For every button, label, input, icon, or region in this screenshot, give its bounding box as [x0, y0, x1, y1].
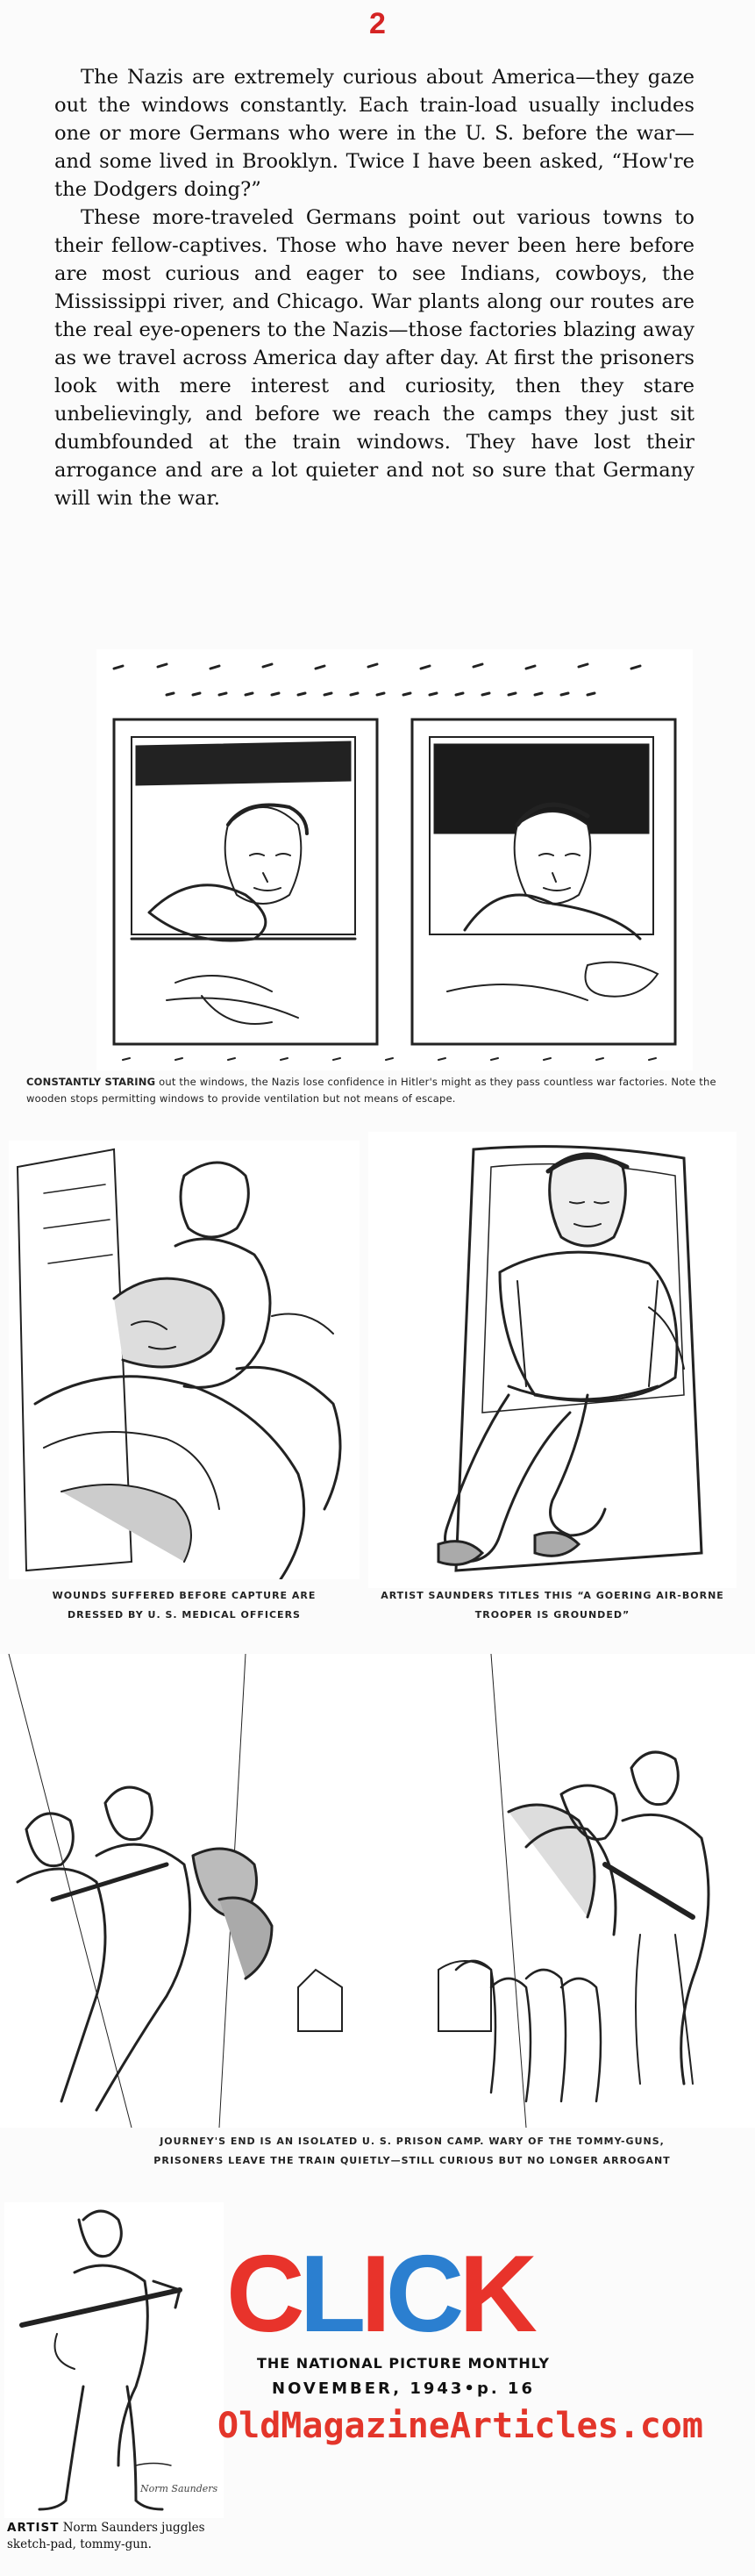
artist-caption — [7, 2520, 235, 2553]
artist-signature: Norm Saunders — [140, 2483, 218, 2494]
logo-letter: L — [299, 2234, 361, 2355]
windows-caption — [26, 1074, 719, 1107]
wounds-caption — [9, 1586, 360, 1625]
issue-date: NOVEMBER, 1943•p. 16 — [272, 2379, 535, 2398]
trooper-caption-line-2: TROOPER IS GROUNDED” — [474, 1609, 630, 1621]
artist-caption-text: Norm Saunders juggles sketch-pad, tommy-gun. — [7, 2521, 205, 2551]
artist-sketch — [4, 2202, 224, 2518]
windows-caption-text: out the windows, the Nazis lose confidence in Hitler's might as they pass countless war factories. Note the wooden stops permitting windows to provide ventilation but not means of escape. — [26, 1076, 716, 1105]
click-wordmark — [226, 2234, 532, 2355]
click-logo — [226, 2234, 559, 2355]
paragraph-2: These more-traveled Germans point out various towns to their fellow-captives. Those who have never been here before are most curious and eager to see Indians, cowboys, the Mississippi river, and Chicago. War plants along our routes are the real eye-openers to the Nazis—those factories blazing away as we travel across America day after day. At first the prisoners look with mere interest and curiosity, then they stare unbelievingly, and before we reach the camps they just sit dumbfounded at the train windows. They have lost their arrogance and are a lot quieter and not so sure that Germany will win the war. — [54, 206, 694, 510]
journey-caption-line-2: PRISONERS LEAVE THE TRAIN QUIETLY—STILL CURIOUS BUT NO LONGER ARROGANT — [153, 2155, 671, 2166]
wounds-caption-line-2: DRESSED BY U. S. MEDICAL OFFICERS — [68, 1609, 301, 1621]
page-number: 2 — [369, 7, 386, 40]
artist-caption-lead: ARTIST — [7, 2521, 60, 2535]
magazine-tagline: THE NATIONAL PICTURE MONTHLY — [257, 2355, 550, 2372]
prison-camp-sketch — [0, 1654, 755, 2128]
trooper-caption — [368, 1586, 737, 1625]
wounds-caption-line-1: WOUNDS SUFFERED BEFORE CAPTURE ARE — [52, 1590, 317, 1601]
journey-caption — [105, 2132, 719, 2171]
trooper-caption-line-1: ARTIST SAUNDERS TITLES THIS “A GOERING AIR-BORNE — [381, 1590, 724, 1601]
wounds-sketch — [9, 1141, 360, 1579]
paragraph-1: The Nazis are extremely curious about America—they gaze out the windows constantly. Each train-load usually includes one or more Germans who were in the U. S. before the war—and some lived in Brooklyn. Twice I have been asked, “How're the Dodgers doing?” — [54, 66, 694, 201]
train-windows-sketch — [96, 649, 693, 1070]
journey-caption-line-1: JOURNEY'S END IS AN ISOLATED U. S. PRISON CAMP. WARY OF THE TOMMY-GUNS, — [160, 2136, 665, 2147]
logo-letter: C — [385, 2234, 459, 2355]
site-watermark: OldMagazineArticles.com — [217, 2406, 703, 2446]
article-body — [54, 63, 694, 512]
trooper-sketch — [368, 1132, 737, 1588]
logo-letter: C — [226, 2234, 300, 2355]
windows-caption-lead: CONSTANTLY STARING — [26, 1076, 156, 1088]
logo-letter: K — [459, 2234, 532, 2355]
logo-letter: I — [360, 2234, 386, 2355]
